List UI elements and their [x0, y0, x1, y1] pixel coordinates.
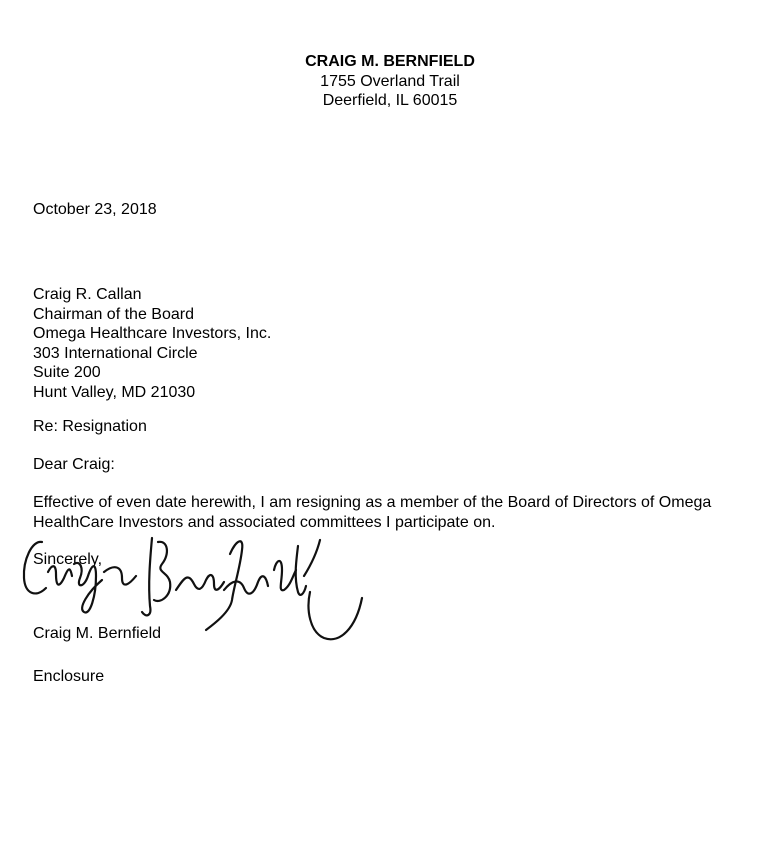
signer-name: Craig M. Bernfield — [33, 625, 162, 642]
recipient-suite: Suite 200 — [33, 364, 101, 381]
handwritten-signature — [18, 520, 368, 652]
letterhead-name: CRAIG M. BERNFIELD — [305, 53, 475, 70]
recipient-company: Omega Healthcare Investors, Inc. — [33, 325, 272, 342]
recipient-name: Craig R. Callan — [33, 286, 142, 303]
body-line-1: Effective of even date herewith, I am resigning as a member of the Board of Directors of Omega — [33, 494, 712, 511]
body-line-2: HealthCare Investors and associated committees I participate on. — [33, 513, 496, 531]
salutation: Dear Craig: — [33, 456, 115, 473]
enclosure-note: Enclosure — [33, 668, 105, 685]
recipient-title: Chairman of the Board — [33, 305, 194, 323]
recipient-address — [33, 285, 271, 402]
letterhead-street: 1755 Overland Trail — [320, 72, 460, 90]
letterhead — [0, 52, 763, 111]
letterhead-city: Deerfield, IL 60015 — [322, 92, 458, 109]
letter-date: October 23, 2018 — [33, 201, 157, 218]
recipient-city: Hunt Valley, MD 21030 — [33, 383, 196, 401]
closing: Sincerely, — [33, 551, 103, 568]
recipient-street: 303 International Circle — [33, 344, 198, 362]
re-line: Re: Resignation — [33, 418, 147, 435]
